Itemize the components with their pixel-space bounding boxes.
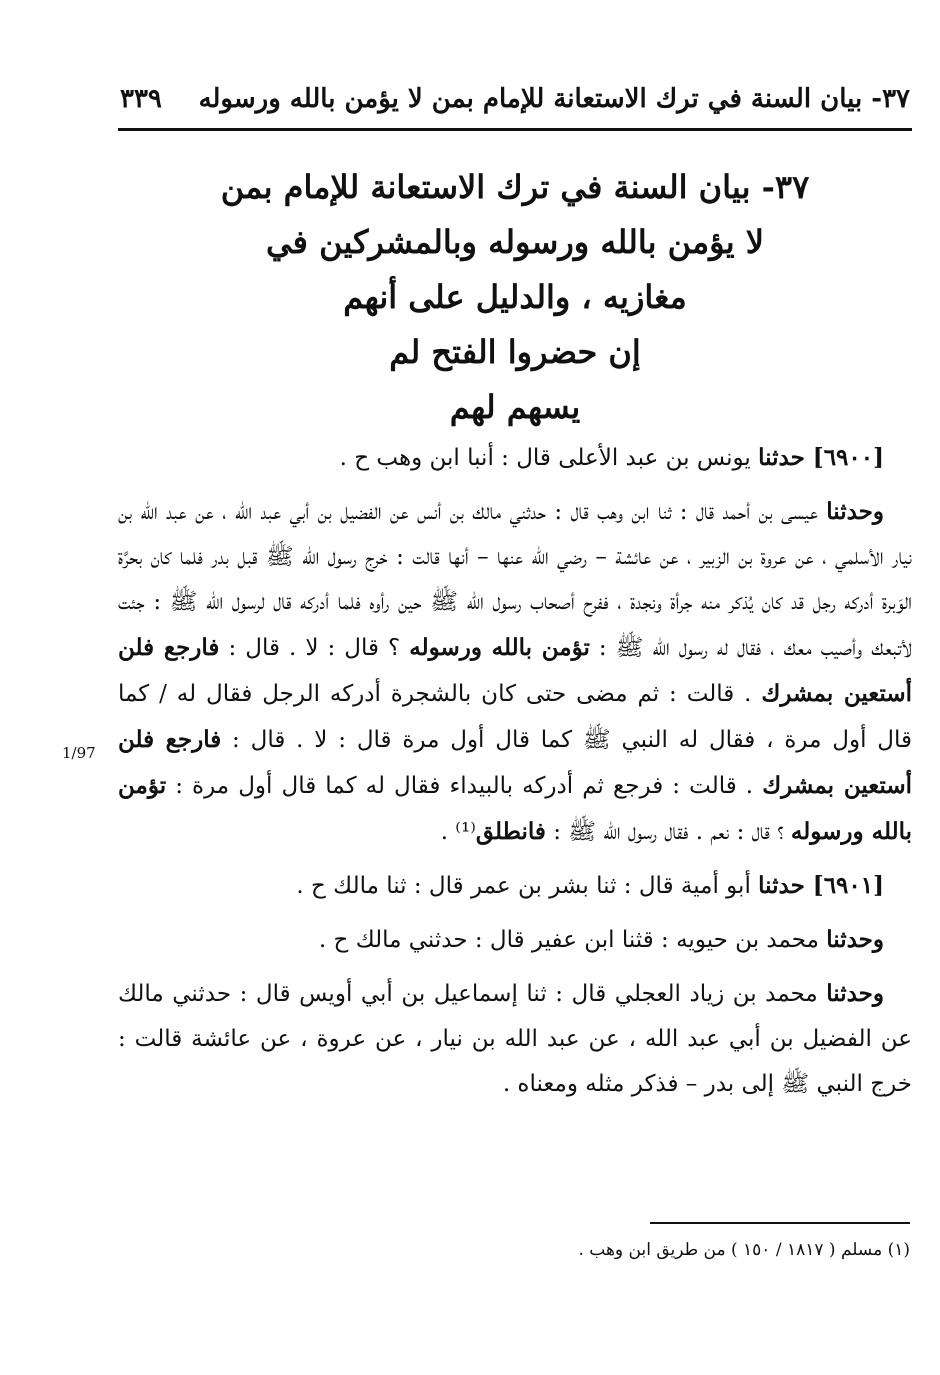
text-segment: فارجع فلن أستعين بمشرك	[118, 634, 912, 707]
chapter-title-line: يسهم لهم	[449, 388, 581, 426]
text-segment: تؤمن بالله ورسوله	[409, 634, 590, 661]
text-segment: وحدثنا	[826, 926, 884, 953]
text-segment: ؟ قال : نعم . فقال رسول الله ﷺ :	[545, 819, 791, 845]
footnote-ref[interactable]: ⁽¹⁾ .	[440, 819, 476, 845]
text-segment: وحدثنا	[826, 498, 884, 525]
running-header	[120, 80, 910, 124]
text-segment: عيسى بن أحمد قال : ثنا ابن وهب قال : حدثني مالك بن أنس عن الفضيل بن أبي عبد الله ، عن عبد الله بن نيار الأسلمي ، عن عروة بن الزبير ، عن عائشة – رضي الله عنها – أنها قالت : خرج رسول الله ﷺ قبل بدر فلما كان بحرَّة الوَبرة أدركه رجل قد كان يُذكر منه جرأة ونجدة ، ففرح أصحاب رسول الله ﷺ حين رأوه فلما أدركه قال لرسول الله ﷺ : جئت لأتبعك وأصيب معك ، فقال له رسول الله ﷺ :	[118, 499, 912, 661]
text-segment: فانطلق	[475, 818, 546, 845]
hadith-paragraph	[118, 863, 912, 909]
text-segment: فارجع فلن أستعين بمشرك	[118, 726, 912, 799]
chapter-title-line: ٣٧- بيان السنة في ترك الاستعانة للإمام بمن	[220, 168, 810, 206]
text-segment: . قالت : ثم مضى حتى كان بالشجرة أدركه الرجل فقال له / كما قال أول مرة ، فقال له النبي ﷺ كما قال أول مرة قال : لا . قال :	[118, 681, 912, 753]
text-segment: ؟ قال : لا . قال :	[219, 635, 410, 661]
text-segment: محمد بن زياد العجلي قال : ثنا إسماعيل بن أبي أويس قال : حدثني مالك عن الفضيل بن أبي عبد الله ، عن عبد الله بن نيار ، عن عروة ، عن عائشة قالت : خرج النبي ﷺ إلى بدر – فذكر مثله ومعناه .	[118, 981, 912, 1097]
chapter-title-line: مغازيه ، والدليل على أنهم	[343, 278, 687, 316]
footnote-divider	[650, 1222, 910, 1224]
text-segment: . قالت : فرجع ثم أدركه بالبيداء فقال له كما قال أول مرة :	[166, 773, 763, 799]
running-header-title: ٣٧- بيان السنة في ترك الاستعانة للإمام بمن لا يؤمن بالله ورسوله	[198, 84, 910, 114]
hadith-paragraph	[118, 435, 912, 481]
body-text	[118, 435, 912, 1115]
text-segment: [٦٩٠٠] حدثنا	[758, 444, 884, 471]
hadith-paragraph	[118, 917, 912, 963]
hadith-paragraph	[118, 971, 912, 1107]
header-divider	[118, 128, 912, 131]
text-segment: [٦٩٠١] حدثنا	[758, 872, 884, 899]
text-segment: محمد بن حيويه : قثنا ابن عفير قال : حدثني مالك ح .	[318, 927, 827, 953]
hadith-paragraph	[118, 489, 912, 855]
margin-note: 1/97	[62, 744, 96, 762]
text-segment: وحدثنا	[826, 980, 884, 1007]
text-segment: تؤمن بالله ورسوله	[118, 772, 912, 845]
text-segment: يونس بن عبد الأعلى قال : أنبا ابن وهب ح .	[339, 445, 759, 471]
chapter-title-line: لا يؤمن بالله ورسوله وبالمشركين في	[266, 223, 764, 261]
chapter-title	[120, 160, 910, 435]
chapter-title-line: إن حضروا الفتح لم	[389, 333, 641, 371]
page-number: ٣٣٩	[120, 84, 162, 114]
footnote: (١) مسلم ( ١٨١٧ / ١٥٠ ) من طريق ابن وهب .	[578, 1240, 910, 1260]
text-segment: أبو أمية قال : ثنا بشر بن عمر قال : ثنا مالك ح .	[296, 873, 759, 899]
